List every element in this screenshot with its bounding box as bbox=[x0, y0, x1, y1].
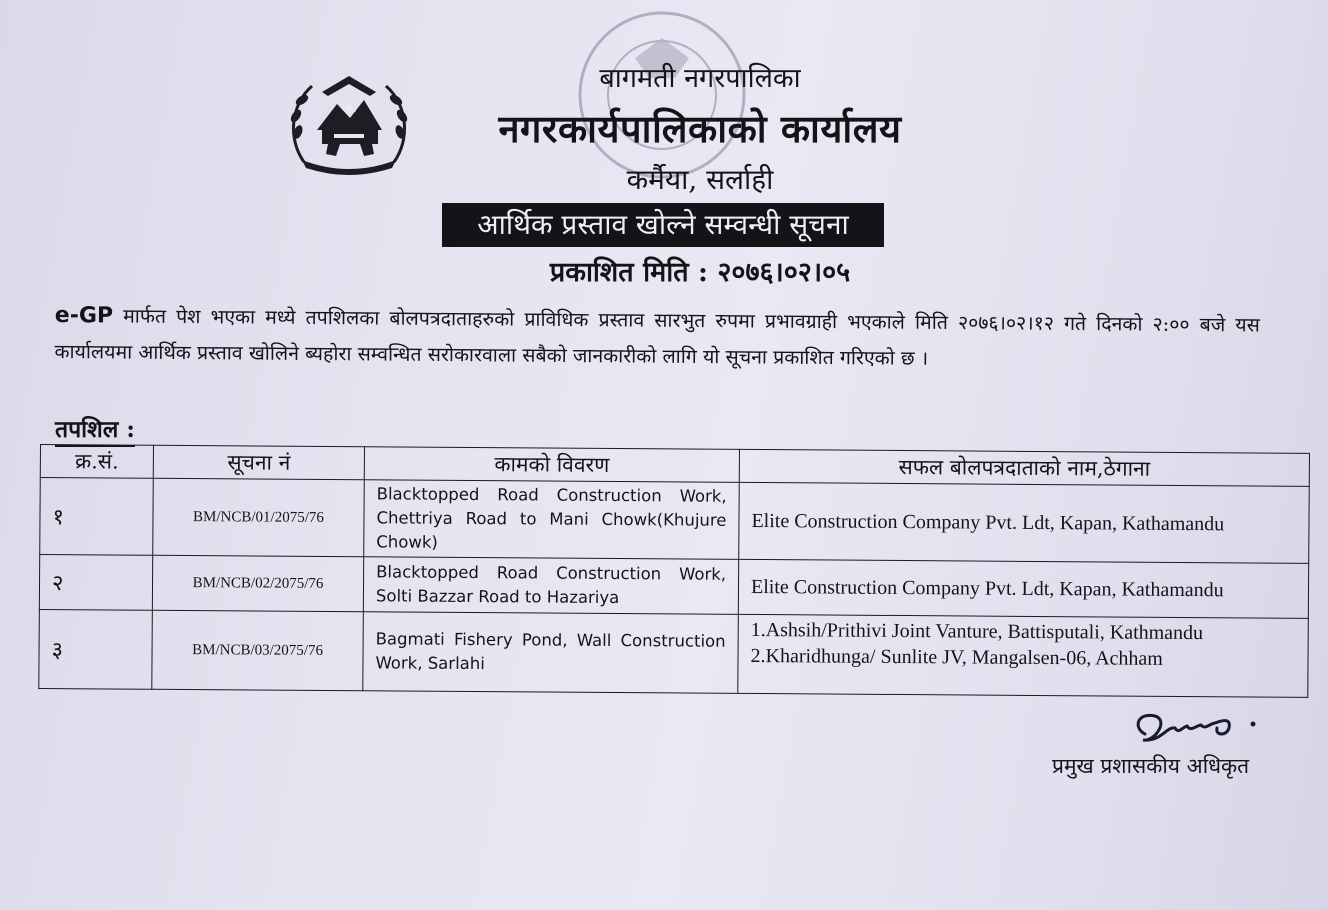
published-date: प्रकाशित मिति : २०७६।०२।०५ bbox=[549, 257, 851, 288]
office-location: कर्मैया, सर्लाही bbox=[626, 163, 774, 196]
notice-title: आर्थिक प्रस्ताव खोल्ने सम्वन्धी सूचना bbox=[477, 208, 849, 241]
table-row bbox=[39, 609, 1309, 697]
serial-cell: १ bbox=[40, 478, 154, 556]
header-bidder: सफल बोलपत्रदाताको नाम,ठेगाना bbox=[739, 449, 1309, 486]
notice-no-cell: BM/NCB/01/2075/76 bbox=[153, 478, 365, 556]
serial-cell: २ bbox=[39, 555, 152, 611]
org-name: बागमती नगरपालिका bbox=[599, 63, 801, 94]
bidder-line: Elite Construction Company Pvt. Ldt, Kapan, Kathamandu bbox=[750, 575, 1224, 602]
bidder-cell bbox=[738, 614, 1309, 697]
header-work: कामको विवरण bbox=[364, 447, 739, 483]
egp-label: e-GP bbox=[54, 302, 114, 329]
signature-icon bbox=[1125, 698, 1275, 758]
bidder-line: 2.Kharidhunga/ Sunlite JV, Mangalsen-06, Achham bbox=[750, 644, 1163, 670]
bidder-cell bbox=[738, 559, 1308, 618]
bidder-line: 1.Ashsih/Prithivi Joint Vanture, Battisputali, Kathmandu bbox=[750, 618, 1204, 645]
details-heading: तपशिल : bbox=[55, 415, 135, 447]
serial-cell: ३ bbox=[39, 609, 153, 689]
office-stamp-icon bbox=[575, 8, 750, 183]
table-row bbox=[39, 555, 1308, 619]
header-serial: क्र.सं. bbox=[40, 445, 153, 479]
notice-no-cell: BM/NCB/03/2075/76 bbox=[152, 610, 364, 690]
work-cell: Blacktopped Road Construction Work, Chettriya Road to Mani Chowk(Khujure Chowk) bbox=[364, 480, 740, 560]
office-name: नगरकार्यपालिकाको कार्यालय bbox=[498, 106, 902, 151]
notice-no-cell: BM/NCB/02/2075/76 bbox=[152, 555, 363, 611]
bid-details-table bbox=[38, 444, 1310, 698]
notice-title-banner bbox=[442, 203, 884, 247]
bidder-line: Elite Construction Company Pvt. Ldt, Kapan, Kathamandu bbox=[751, 509, 1225, 536]
notice-body bbox=[54, 298, 1260, 379]
officer-title: प्रमुख प्रशासकीय अधिकृत bbox=[1052, 754, 1250, 778]
work-cell: Bagmati Fishery Pond, Wall Construction Work, Sarlahi bbox=[363, 612, 739, 694]
header-notice-no: सूचना नं bbox=[153, 445, 364, 479]
table-row bbox=[40, 478, 1310, 564]
work-cell: Blacktopped Road Construction Work, Solti Bazzar Road to Hazariya bbox=[363, 557, 738, 615]
notice-body-text: मार्फत पेश भएका मध्ये तपशिलका बोलपत्रदाताहरुको प्राविधिक प्रस्ताव सारभुत रुपमा प्रभावग्राही भएकाले मिति २०७६।०२।१२ गते दिनको २:०० बजे यस कार्यालयमा आर्थिक प्रस्ताव खोलिने ब्यहोरा सम्वन्धित सरोकारवाला सबैको जानकारीको लागि यो सूचना प्रकाशित गरिएको छ । bbox=[54, 304, 1260, 370]
bidder-cell bbox=[739, 482, 1310, 563]
